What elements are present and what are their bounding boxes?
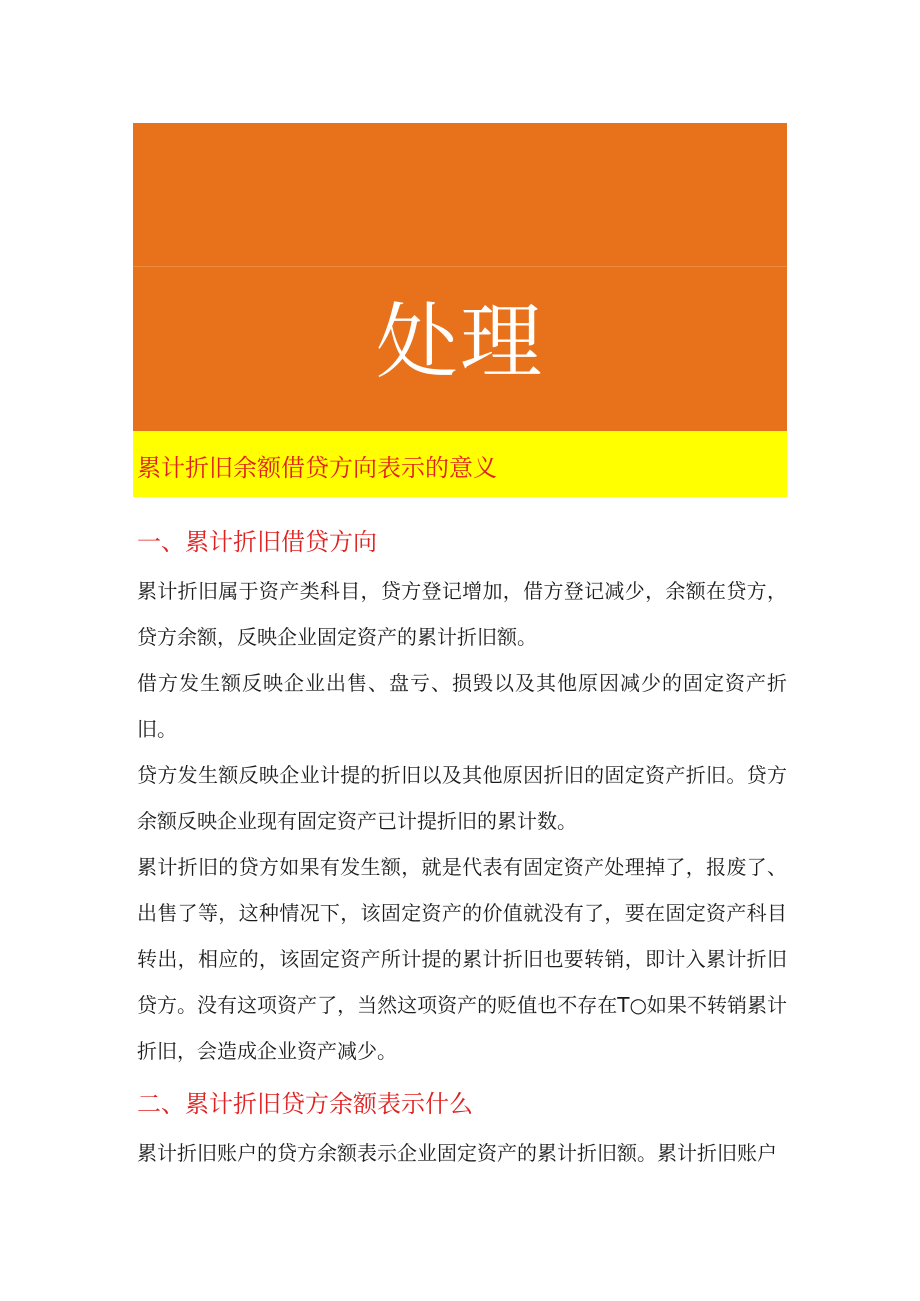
subtitle-text: 累计折旧余额借贷方向表示的意义: [137, 454, 497, 482]
paragraph: 累计折旧的贷方如果有发生额，就是代表有固定资产处理掉了，报废了、出售了等，这种情况下，该固定资产的价值就没有了，要在固定资产科目转出，相应的，该固定资产所计提的累计折旧也要转销，即计入累计折旧贷方。没有这项资产了，当然这项资产的贬值也不存在T○如果不转销累计折旧，会造成企业资产减少。: [137, 855, 787, 1063]
banner-title-line-2: 处理: [375, 295, 544, 390]
section-heading-2: 二、累计折旧贷方余额表示什么: [137, 1090, 473, 1118]
banner-title-line-1: 账务: [375, 3, 544, 98]
subtitle-bar: [133, 431, 787, 497]
section-heading-1: 一、累计折旧借贷方向: [137, 528, 377, 556]
banner-divider: [133, 266, 787, 267]
paragraph: 贷方发生额反映企业计提的折旧以及其他原因折旧的固定资产折旧。贷方余额反映企业现有固定资产已计提折旧的累计数。: [137, 763, 787, 833]
paragraph: 借方发生额反映企业出售、盘亏、损毁以及其他原因减少的固定资产折旧。: [137, 671, 787, 741]
paragraph: 累计折旧账户的贷方余额表示企业固定资产的累计折旧额。累计折旧账户: [137, 1141, 777, 1165]
paragraph: 累计折旧属于资产类科目，贷方登记增加，借方登记减少，余额在贷方，贷方余额，反映企业固定资产的累计折旧额。: [137, 579, 787, 649]
title-banner: [133, 3, 787, 431]
article-body: [137, 520, 787, 1176]
